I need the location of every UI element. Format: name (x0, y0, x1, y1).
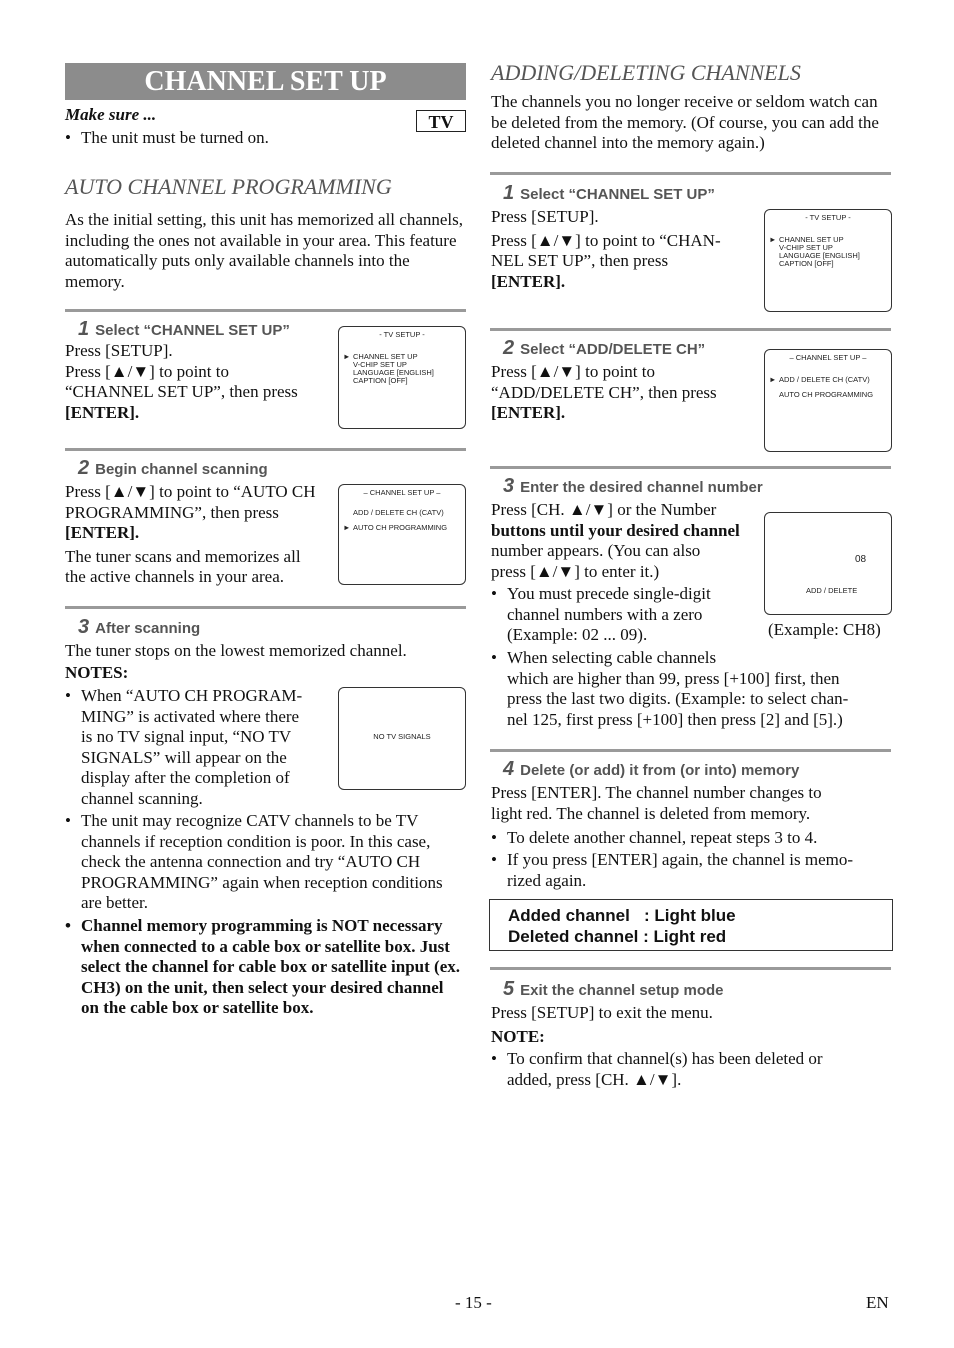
adddel-step5-bullet: • To confirm that channel(s) has been deleted or added, press [CH. ▲/▼]. (491, 1049, 823, 1089)
adddel-step1-heading: 1 Select “CHANNEL SET UP” (503, 182, 715, 204)
adddel-step4-bullet2: • If you press [ENTER] again, the channel is memo- rized again. (491, 850, 854, 890)
pointer-arrow-icon: ► (343, 523, 351, 532)
divider (490, 967, 891, 970)
divider (490, 172, 891, 175)
note-3: • Channel memory programming is NOT necessary when connected to a cable box or satellite box. Just select the channel for cable box or satellite input (ex. CH3) on the unit, then select your desired channel on the cable box or satellite box. (65, 916, 460, 1017)
divider (65, 309, 466, 312)
pointer-arrow-icon: ► (343, 352, 351, 361)
auto-step3-heading: 3 After scanning (78, 616, 201, 638)
language-code: EN (866, 1293, 889, 1312)
bullet-icon: • (65, 128, 71, 147)
tv-setup-screen: - TV SETUP - ► CHANNEL SET UP V-CHIP SET UP LANGUAGE [ENGLISH] CAPTION [OFF] (764, 209, 892, 312)
adddel-step3-bullet1: • You must precede single-digit channel numbers with a zero (Example: 02 ... 09). (491, 584, 711, 644)
divider (490, 749, 891, 752)
auto-section-heading: AUTO CHANNEL PROGRAMMING (65, 174, 392, 199)
adddel-step1-text: Press [SETUP]. Press [▲/▼] to point to “CHAN- NEL SET UP”, then press [ENTER]. (491, 207, 721, 291)
adddel-step3-text: Press [CH. ▲/▼] or the Number buttons until your desired channel number appears. (You can also press [▲/▼] to enter it.) (491, 500, 740, 581)
channel-setup-screen: – CHANNEL SET UP – ► ADD / DELETE CH (CATV) AUTO CH PROGRAMMING (764, 349, 892, 452)
pointer-arrow-icon: ► (769, 235, 777, 244)
adddel-step4-heading: 4 Delete (or add) it from (or into) memory (503, 758, 800, 780)
color-legend: Added channel : Light blue Deleted channel : Light red (489, 899, 893, 951)
note-1: • When “AUTO CH PROGRAM- MING” is activated where there is no TV signal input, “NO TV SIGNALS” will appear on the display after the completion of channel scanning. (65, 686, 303, 808)
page-number: - 15 - (455, 1293, 492, 1312)
auto-step2-text: Press [▲/▼] to point to “AUTO CH PROGRAMMING”, then press [ENTER]. The tuner scans and memorizes all the active channels in your area. (65, 482, 316, 586)
divider (490, 328, 891, 331)
divider (65, 606, 466, 609)
auto-step1-heading: 1 Select “CHANNEL SET UP” (78, 318, 290, 340)
example-label: (Example: CH8) (768, 620, 881, 639)
divider (65, 448, 466, 451)
page-title: CHANNEL SET UP (65, 63, 466, 100)
adddel-step2-text: Press [▲/▼] to point to “ADD/DELETE CH”, then press [ENTER]. (491, 362, 717, 422)
adddel-section-heading: ADDING/DELETING CHANNELS (491, 60, 801, 85)
tv-setup-screen: - TV SETUP - ► CHANNEL SET UP V-CHIP SET UP LANGUAGE [ENGLISH] CAPTION [OFF] (338, 326, 466, 429)
add-delete-screen: 08 ADD / DELETE (764, 512, 892, 615)
adddel-step5-text: Press [SETUP] to exit the menu. NOTE: (491, 1003, 713, 1046)
channel-number: 08 (855, 554, 867, 565)
adddel-step3-bullet2: • When selecting cable channels which are higher than 99, press [+100] first, then press the last two digits. (Example: to select chan- nel 125, first press [+100] then press [2] and [5].) (491, 648, 849, 729)
adddel-step3-heading: 3 Enter the desired channel number (503, 475, 763, 497)
auto-intro: As the initial setting, this unit has memorized all channels, including the ones not available in your area. This feature automatically puts only available channels into the memory. (65, 210, 464, 291)
note-2: • The unit may recognize CATV channels to be TV channels if reception condition is poor. In this case, check the antenna connection and try “AUTO CH PROGRAMMING” again when reception conditions are better. (65, 811, 443, 912)
auto-step1-text: Press [SETUP]. Press [▲/▼] to point to “CHANNEL SET UP”, then press [ENTER]. (65, 341, 298, 422)
auto-step3-text: The tuner stops on the lowest memorized channel. (65, 641, 407, 660)
adddel-step4-bullet1: • To delete another channel, repeat steps 3 to 4. (491, 828, 818, 847)
notes-label: NOTES: (65, 663, 129, 682)
auto-step2-heading: 2 Begin channel scanning (78, 457, 268, 479)
adddel-step5-heading: 5 Exit the channel setup mode (503, 978, 724, 1000)
no-signal-screen: NO TV SIGNALS (338, 687, 466, 790)
pointer-arrow-icon: ► (769, 375, 777, 384)
adddel-step4-text: Press [ENTER]. The channel number changes to light red. The channel is deleted from memory. (491, 783, 822, 823)
adddel-step2-heading: 2 Select “ADD/DELETE CH” (503, 337, 706, 359)
make-sure-item: • The unit must be turned on. (65, 128, 269, 147)
tv-badge: TV (416, 110, 466, 132)
divider (490, 466, 891, 469)
adddel-intro: The channels you no longer receive or seldom watch can be deleted from the memory. (Of course, you can add the deleted channel into the memory again.) (491, 92, 879, 152)
make-sure-label: Make sure ... (65, 105, 157, 124)
channel-setup-screen: – CHANNEL SET UP – ADD / DELETE CH (CATV) ► AUTO CH PROGRAMMING (338, 484, 466, 585)
